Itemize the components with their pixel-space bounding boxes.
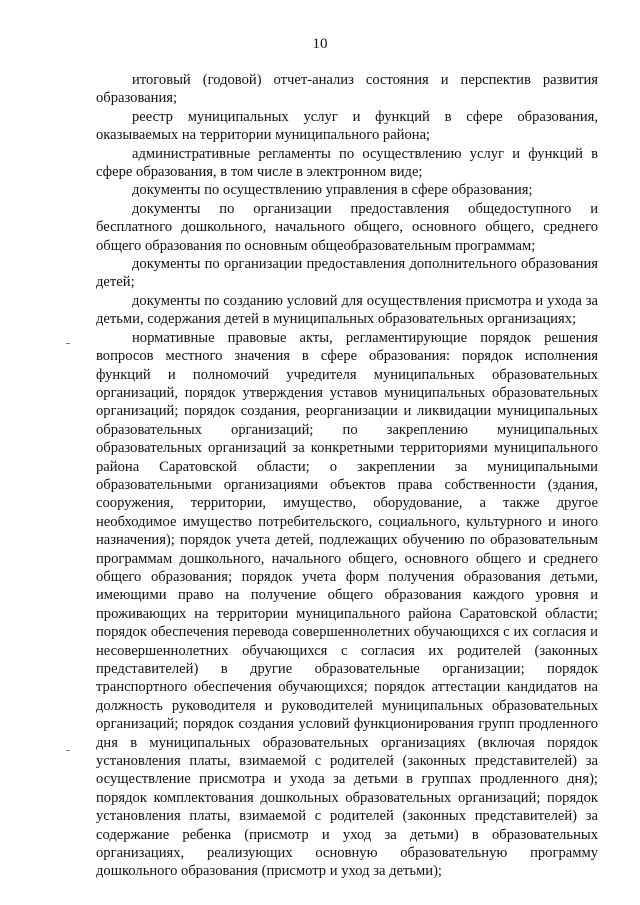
- paragraph-regulatory-acts: нормативные правовые акты, регламентирующие порядок решения вопросов местного значения в сфере образования: порядок исполнения функций и полномочий учредителя муниципальных образовательных организаций, порядок утверждения уставов муниципальных образовательных организаций; порядок создания, реорганизации и ликвидации муниципальных образовательных организаций; по закреплению муниципальных образовательных организаций за конкретными территориями муниципального района Саратовской области; о закреплении за муниципальными образовательными организациями объектов права собственности (здания, сооружения, территории, имущество, оборудование, а также другое необходимое имущество потребительского, социального, культурного и иного назначения); порядок учета детей, подлежащих обучению по образовательным программам дошкольного, начального общего, основного общего и среднего общего образования; порядок учета форм получения образования детьми, имеющими право на получение общего образования каждого уровня и проживающих на территории муниципального района Саратовской области; порядок обеспечения перевода совершеннолетних обучающихся с их согласия и несовершеннолетних обучающихся с согласия их родителей (законных представителей) в другие образовательные организации; порядок транспортного обеспечения обучающихся; порядок аттестации кандидатов на должность руководителя и руководителей муниципальных образовательных организаций; порядок создания условий функционирования групп продленного дня в муниципальных образовательных организациях (включая порядок установления платы, взимаемой с родителей (законных представителей) за осуществление присмотра и ухода за детьми в группах продленного дня); порядок комплектования дошкольных образовательных организаций; порядок установления платы, взимаемой с родителей (законных представителей) за содержание ребенка (присмотр и уход за детьми) в образовательных организациях, реализующих основную образовательную программу дошкольного образования (присмотр и уход за детьми);: [96, 329, 598, 880]
- paragraph-childcare-documents: документы по созданию условий для осуществления присмотра и ухода за детьми, содержания детей в муниципальных образовательных организациях;: [96, 292, 598, 328]
- page-number: 10: [312, 36, 328, 52]
- paragraph-administrative-regulations: административные регламенты по осуществлению услуг и функций в сфере образования, в том числе в электронном виде;: [96, 145, 598, 181]
- paragraph-additional-education-documents: документы по организации предоставления дополнительного образования детей;: [96, 256, 598, 291]
- scan-mark: [66, 343, 70, 344]
- scan-mark: [66, 750, 70, 751]
- paragraph-annual-report: итоговый (годовой) отчет-анализ состояния и перспектив развития образования;: [96, 72, 598, 107]
- paragraph-management-documents: документы по осуществлению управления в сфере образования;: [132, 182, 533, 199]
- paragraph-services-registry: реестр муниципальных услуг и функций в сфере образования, оказываемых на территории муниципального района;: [96, 108, 598, 144]
- paragraph-general-education-documents: документы по организации предоставления общедоступного и бесплатного дошкольного, начального общего, основного общего, среднего общего образования по основным общеобразовательным программам;: [96, 200, 598, 254]
- document-body: [96, 71, 598, 881]
